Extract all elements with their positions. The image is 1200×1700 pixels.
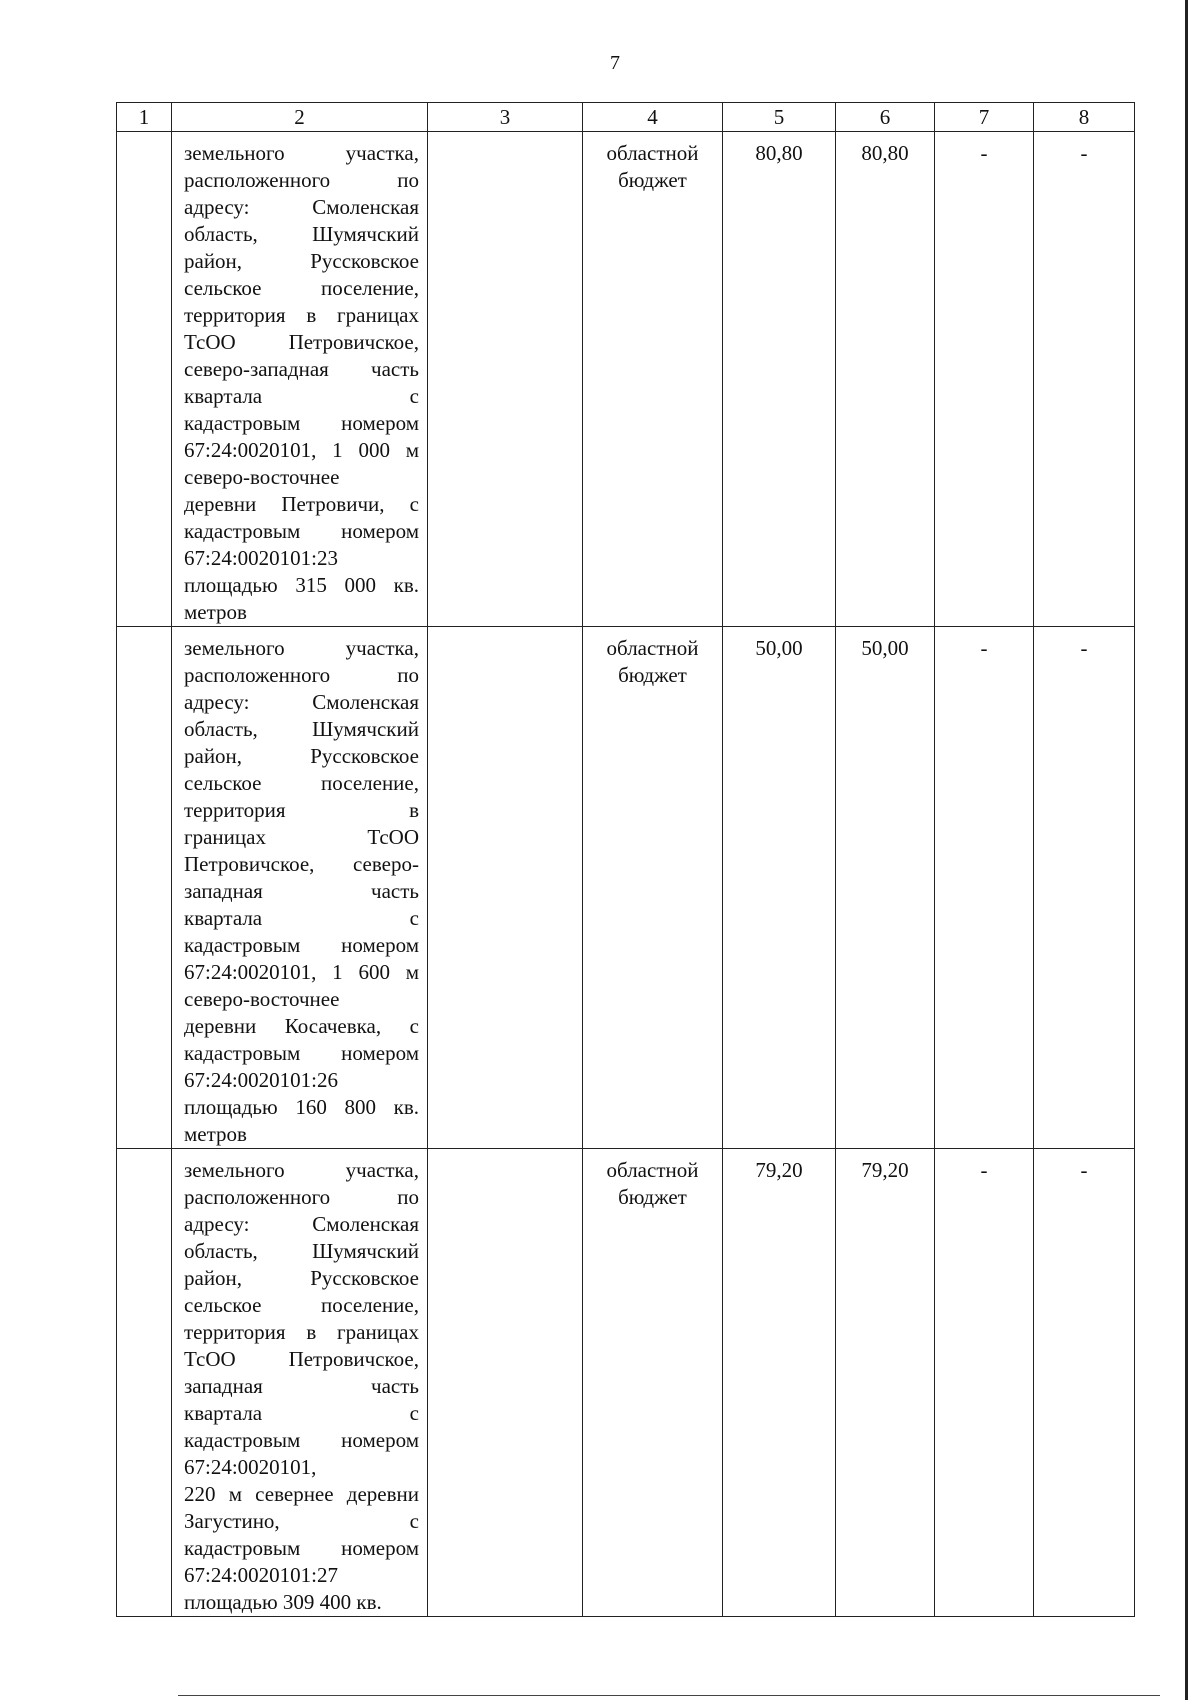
description-line: 67:24:0020101, 1 000 м <box>184 438 419 462</box>
description-line: 67:24:0020101:23 <box>184 546 339 570</box>
description-line: Загустино, с <box>184 1509 419 1533</box>
column-header-5: 5 <box>723 103 836 132</box>
description-line: расположенного по <box>184 168 419 192</box>
cell-amount-total: 50,00 <box>723 627 836 1149</box>
description-line: сельское поселение, <box>184 771 419 795</box>
description-line: сельское поселение, <box>184 1293 419 1317</box>
cell-col3 <box>428 132 583 627</box>
column-header-2: 2 <box>172 103 428 132</box>
description-line: кадастровым номером <box>184 933 419 957</box>
description-line: территория в границах <box>184 1320 419 1344</box>
description-line: западная часть <box>184 1374 419 1398</box>
cell-index <box>117 1149 172 1617</box>
description-line: адресу: Смоленская <box>184 1212 419 1236</box>
description-line: кадастровым номером <box>184 1428 419 1452</box>
description-line: земельного участка, <box>184 141 419 165</box>
description-line: адресу: Смоленская <box>184 690 419 714</box>
cell-amount-year: 79,20 <box>836 1149 935 1617</box>
description-line: квартала с <box>184 906 419 930</box>
cell-description <box>172 1149 428 1617</box>
description-line: квартала с <box>184 384 419 408</box>
cell-amount-total: 80,80 <box>723 132 836 627</box>
column-header-7: 7 <box>935 103 1034 132</box>
description-line: 220 м севернее деревни <box>184 1482 419 1506</box>
description-line: область, Шумячский <box>184 1239 419 1263</box>
table-row <box>117 627 1135 1149</box>
description-line: деревни Петровичи, с <box>184 492 419 516</box>
cell-amount-total: 79,20 <box>723 1149 836 1617</box>
description-line: сельское поселение, <box>184 276 419 300</box>
description-line: кадастровым номером <box>184 1536 419 1560</box>
description-line: область, Шумячский <box>184 222 419 246</box>
cell-amount-year: 50,00 <box>836 627 935 1149</box>
description-line: площадью 309 400 кв. <box>184 1590 382 1614</box>
column-header-3: 3 <box>428 103 583 132</box>
cell-col8: - <box>1034 1149 1135 1617</box>
description-line: земельного участка, <box>184 1158 419 1182</box>
cell-col8: - <box>1034 132 1135 627</box>
description-line: западная часть <box>184 879 419 903</box>
description-line: кадастровым номером <box>184 1041 419 1065</box>
description-line: площадью 160 800 кв. <box>184 1095 419 1119</box>
description-line: расположенного по <box>184 663 419 687</box>
cell-description <box>172 132 428 627</box>
cell-col7: - <box>935 1149 1034 1617</box>
description-line: территория в границах <box>184 303 419 327</box>
description-line: метров <box>184 1122 247 1146</box>
cell-index <box>117 132 172 627</box>
cell-funding-source: областной бюджет <box>583 1149 723 1617</box>
description-line: кадастровым номером <box>184 519 419 543</box>
column-header-8: 8 <box>1034 103 1135 132</box>
cell-col7: - <box>935 132 1034 627</box>
description-line: площадью 315 000 кв. <box>184 573 419 597</box>
description-line: деревни Косачевка, с <box>184 1014 419 1038</box>
bottom-rule <box>178 1695 1160 1696</box>
page-number: 7 <box>610 52 620 74</box>
header-row <box>117 103 1135 132</box>
cell-col7: - <box>935 627 1034 1149</box>
cell-funding-source: областной бюджет <box>583 627 723 1149</box>
description-line: 67:24:0020101:26 <box>184 1068 339 1092</box>
description-line: территория в <box>184 798 419 822</box>
description-line: ТсОО Петровичское, <box>184 330 419 354</box>
description-line: расположенного по <box>184 1185 419 1209</box>
cell-col3 <box>428 1149 583 1617</box>
description-line: квартала с <box>184 1401 419 1425</box>
description-line: район, Руссковское <box>184 744 419 768</box>
description-line: 67:24:0020101:27 <box>184 1563 339 1587</box>
description-line: ТсОО Петровичское, <box>184 1347 419 1371</box>
description-line: район, Руссковское <box>184 249 419 273</box>
table-row <box>117 132 1135 627</box>
page-edge <box>1185 0 1188 1700</box>
description-line: адресу: Смоленская <box>184 195 419 219</box>
description-line: 67:24:0020101, <box>184 1455 317 1479</box>
column-header-4: 4 <box>583 103 723 132</box>
description-line: северо-восточнее <box>184 987 340 1011</box>
budget-table <box>116 102 1135 1617</box>
description-line: район, Руссковское <box>184 1266 419 1290</box>
column-header-6: 6 <box>836 103 935 132</box>
description-line: Петровичское, северо- <box>184 852 419 876</box>
cell-index <box>117 627 172 1149</box>
cell-amount-year: 80,80 <box>836 132 935 627</box>
description-line: границах ТсОО <box>184 825 419 849</box>
description-line: область, Шумячский <box>184 717 419 741</box>
cell-funding-source: областной бюджет <box>583 132 723 627</box>
description-line: 67:24:0020101, 1 600 м <box>184 960 419 984</box>
description-line: метров <box>184 600 247 624</box>
table-row <box>117 1149 1135 1617</box>
description-line: кадастровым номером <box>184 411 419 435</box>
description-line: земельного участка, <box>184 636 419 660</box>
description-line: северо-восточнее <box>184 465 340 489</box>
cell-col8: - <box>1034 627 1135 1149</box>
cell-description <box>172 627 428 1149</box>
cell-col3 <box>428 627 583 1149</box>
description-line: северо-западная часть <box>184 357 419 381</box>
column-header-1: 1 <box>117 103 172 132</box>
